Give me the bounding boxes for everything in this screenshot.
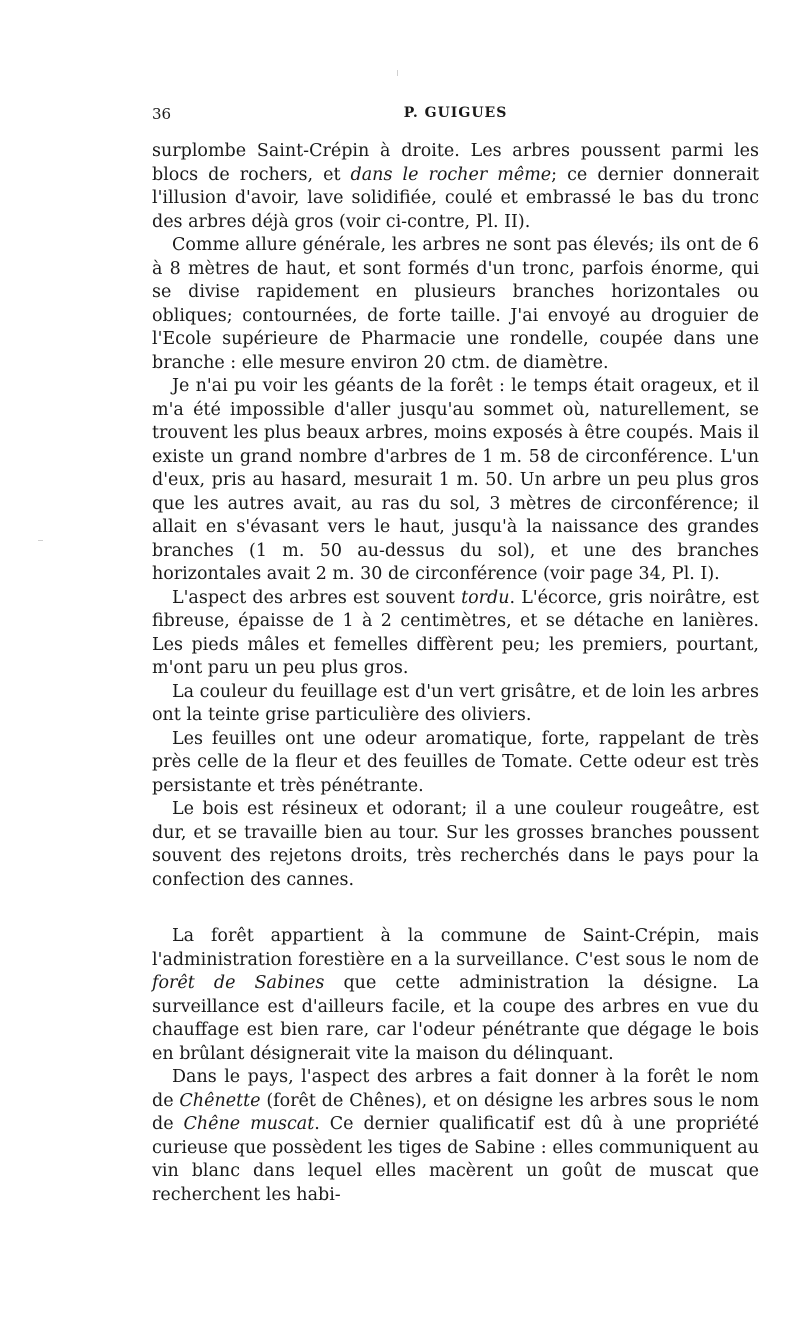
text-run: Le bois est résineux et odorant; il a une couleur rougeâtre, est dur, et se travaille bien au tour. Sur les grosses branches poussent souvent des rejetons droits, très recherchés dans le pays pour la confection des cannes. xyxy=(152,799,759,890)
text-run: La couleur du feuillage est d'un vert grisâtre, et de loin les arbres ont la teinte grise particulière des oliviers. xyxy=(152,681,759,725)
text-run: Les feuilles ont une odeur aromatique, forte, rappelant de très près celle de la fleur et des feuilles de Tomate. Cette odeur est très persistante et très pénétrante. xyxy=(152,728,759,796)
section-1 xyxy=(152,140,759,892)
paragraph xyxy=(152,728,759,799)
text-run: ; ce dernier donnerait l'illusion d'avoir, lave solidifiée, coulé et embrassé le bas du tronc des arbres déjà gros (voir ci-contre, Pl. II). xyxy=(152,164,759,232)
paragraph xyxy=(152,234,759,375)
scan-mark-top xyxy=(397,70,398,76)
page-number: 36 xyxy=(152,105,172,123)
paragraph xyxy=(152,925,759,1066)
paragraph xyxy=(152,140,759,234)
text-run: La forêt appartient à la commune de Saint-Crépin, mais l'administration forestière en a la surveillance. C'est sous le nom de xyxy=(152,926,759,970)
italic-text: Chênette xyxy=(179,1090,261,1111)
page-header xyxy=(152,105,759,129)
paragraph xyxy=(152,798,759,892)
paragraph xyxy=(152,681,759,728)
running-head: P. GUIGUES xyxy=(403,105,508,121)
body-text xyxy=(152,140,759,1207)
text-run: surplombe Saint-Crépin à droite. Les arbres poussent parmi les blocs de rochers, et xyxy=(152,141,759,185)
paragraph xyxy=(152,1066,759,1207)
paragraph xyxy=(152,587,759,681)
italic-text: forêt de Sabines xyxy=(152,973,325,993)
text-run: que cette administration la désigne. La surveillance est d'ailleurs facile, et la coupe des arbres en vue du chauffage est bien rare, car l'odeur pénétrante que dégage le bois en brûlant désignerait vite la maison du délinquant. xyxy=(152,973,759,1064)
scan-mark-left xyxy=(38,540,43,541)
paragraph xyxy=(152,375,759,587)
section-gap xyxy=(152,892,759,925)
italic-text: dans le rocher même xyxy=(350,164,552,185)
italic-text: Chêne muscat xyxy=(183,1114,315,1134)
text-run: Je n'ai pu voir les géants de la forêt : le temps était orageux, et il m'a été impossible d'aller jusqu'au sommet où, naturellement, se trouvent les plus beaux arbres, moins exposés à être coupés. Mais il existe un grand nombre d'arbres de 1 m. 58 de circonférence. L'un d'eux, pris au hasard, mesurait 1 m. 50. Un arbre un peu plus gros que les autres avait, au ras du sol, 3 mètres de circonférence; il allait en s'évasant vers le haut, jusqu'à la naissance des grandes branches (1 m. 50 au-dessus du sol), et une des branches horizontales avait 2 m. 30 de circonférence (voir page 34, Pl. I). xyxy=(152,376,759,584)
text-run: . L'écorce, gris noirâtre, est fibreuse, épaisse de 1 à 2 centimètres, et se détache en lanières. Les pieds mâles et femelles diffèrent peu; les premiers, pourtant, m'ont paru un peu plus gros. xyxy=(152,587,760,678)
text-run: (forêt de Chênes), et on désigne les arbres sous le nom de xyxy=(152,1090,760,1134)
text-run: Dans le pays, l'aspect des arbres a fait donner à la forêt le nom de xyxy=(152,1067,759,1111)
text-run: . Ce dernier qualificatif est dû à une propriété curieuse que possèdent les tiges de Sabine : elles communiquent au vin blanc dans lequel elles macèrent un goût de muscat que recherchent les habi- xyxy=(152,1114,759,1205)
italic-text: tordu xyxy=(461,587,510,608)
section-2 xyxy=(152,925,759,1207)
text-run: L'aspect des arbres est souvent xyxy=(172,587,462,608)
text-run: Comme allure générale, les arbres ne sont pas élevés; ils ont de 6 à 8 mètres de haut, et sont formés d'un tronc, parfois énorme, qui se divise rapidement en plusieurs branches horizontales ou obliques; contournées, de forte taille. J'ai envoyé au droguier de l'Ecole supérieure de Pharmacie une rondelle, coupée dans une branche : elle mesure environ 20 ctm. de diamètre. xyxy=(152,235,759,373)
